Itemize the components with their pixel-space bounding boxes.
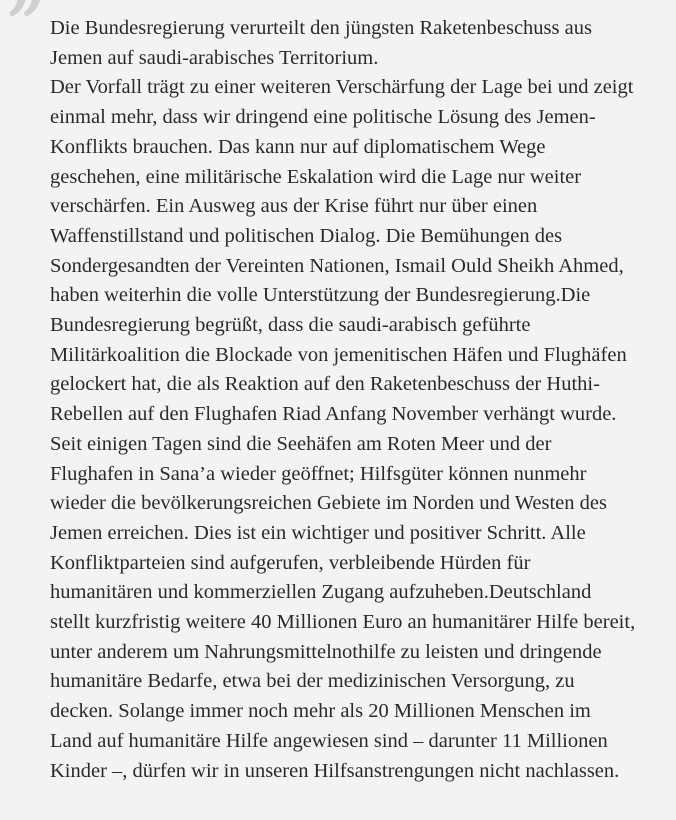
quote-line: unter anderem um Nahrungsmittelnothilfe zu leisten und dringende <box>50 640 602 663</box>
quote-line: geschehen, eine militärische Eskalation wird die Lage nur weiter <box>50 165 582 188</box>
quote-line: einmal mehr, dass wir dringend eine politische Lösung des Jemen- <box>50 106 596 129</box>
quote-line: Land auf humanitäre Hilfe angewiesen sind – darunter 11 Millionen <box>50 729 608 752</box>
quote-line: Militärkoalition die Blockade von jemenitischen Häfen und Flughäfen <box>50 343 627 366</box>
quote-line: humanitären und kommerziellen Zugang aufzuheben.Deutschland <box>50 581 592 604</box>
quote-line: Jemen auf saudi-arabisches Territorium. <box>50 46 379 69</box>
quote-mark-icon: ” <box>7 0 38 61</box>
quote-line: Die Bundesregierung verurteilt den jüngsten Raketenbeschuss aus <box>50 17 592 39</box>
quote-line: humanitäre Bedarfe, etwa bei der medizinischen Versorgung, zu <box>50 670 575 693</box>
quote-text <box>50 14 665 786</box>
quote-line: gelockert hat, die als Reaktion auf den Raketenbeschuss der Huthi- <box>50 373 600 396</box>
quote-line: Konflikts brauchen. Das kann nur auf diplomatischem Wege <box>50 135 546 158</box>
quote-line: wieder die bevölkerungsreichen Gebiete im Norden und Westen des <box>50 492 607 515</box>
quote-line: Rebellen auf den Flughafen Riad Anfang November verhängt wurde. <box>50 403 617 426</box>
quote-line: Waffenstillstand und politischen Dialog. Die Bemühungen des <box>50 224 563 247</box>
quote-line: Jemen erreichen. Dies ist ein wichtiger und positiver Schritt. Alle <box>50 521 586 544</box>
quote-line: Sondergesandten der Vereinten Nationen, Ismail Ould Sheikh Ahmed, <box>50 254 624 277</box>
quote-line: Konfliktparteien sind aufgerufen, verbleibende Hürden für <box>50 551 531 574</box>
quote-line: Bundesregierung begrüßt, dass die saudi-arabisch geführte <box>50 314 531 337</box>
quote-line: decken. Solange immer noch mehr als 20 Millionen Menschen im <box>50 700 591 723</box>
quote-line: Seit einigen Tagen sind die Seehäfen am Roten Meer und der <box>50 432 552 455</box>
quote-line: Flughafen in Sana’a wieder geöffnet; Hilfsgüter können nunmehr <box>50 462 587 485</box>
quote-line: verschärfen. Ein Ausweg aus der Krise führt nur über einen <box>50 195 538 218</box>
quote-line: stellt kurzfristig weitere 40 Millionen Euro an humanitärer Hilfe bereit, <box>50 611 636 634</box>
quote-line: Kinder –, dürfen wir in unseren Hilfsanstrengungen nicht nachlassen. <box>50 759 620 782</box>
quote-line: haben weiterhin die volle Unterstützung der Bundesregierung.Die <box>50 284 591 307</box>
quote-line: Der Vorfall trägt zu einer weiteren Verschärfung der Lage bei und zeigt <box>50 76 634 99</box>
